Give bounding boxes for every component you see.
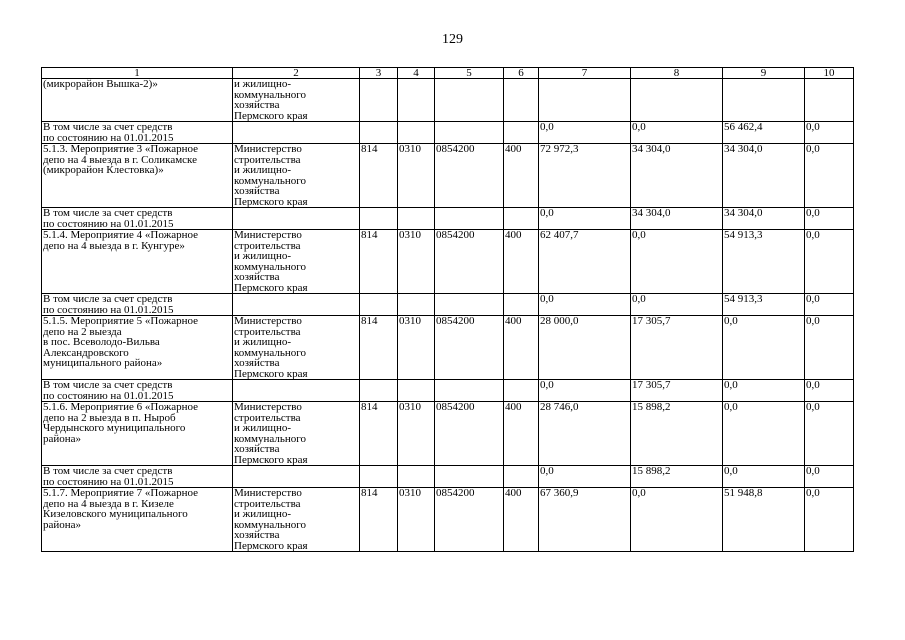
table-cell: Министерство строительства и жилищно- коммунального хозяйства Пермского края <box>233 316 360 380</box>
table-cell: 400 <box>504 230 539 294</box>
table-cell: 400 <box>504 144 539 208</box>
table-cell <box>539 79 631 122</box>
column-header: 1 <box>42 68 233 79</box>
table-cell: 0,0 <box>805 466 854 488</box>
table-cell: 0,0 <box>805 294 854 316</box>
table-cell <box>435 380 504 402</box>
table-cell: 0854200 <box>435 316 504 380</box>
table-cell <box>435 79 504 122</box>
table-cell <box>504 208 539 230</box>
table-cell <box>398 380 435 402</box>
table-cell: 814 <box>360 144 398 208</box>
table-cell: 54 913,3 <box>723 230 805 294</box>
table-cell: 0310 <box>398 230 435 294</box>
table-cell <box>504 466 539 488</box>
table-cell <box>360 466 398 488</box>
table-cell <box>233 208 360 230</box>
table-cell <box>723 79 805 122</box>
table-cell: 28 000,0 <box>539 316 631 380</box>
table-cell: 400 <box>504 488 539 552</box>
table-row <box>42 208 854 230</box>
table-cell: Министерство строительства и жилищно- коммунального хозяйства Пермского края <box>233 144 360 208</box>
column-header: 2 <box>233 68 360 79</box>
table-cell <box>504 122 539 144</box>
table-cell: 0,0 <box>805 208 854 230</box>
table-cell: 0,0 <box>805 230 854 294</box>
table-cell <box>360 122 398 144</box>
table-cell: 5.1.5. Мероприятие 5 «Пожарное депо на 2 выезда в пос. Всеволодо-Вильва Александровского муниципального района» <box>42 316 233 380</box>
column-header: 4 <box>398 68 435 79</box>
table-cell: 0,0 <box>631 122 723 144</box>
table-cell <box>398 208 435 230</box>
table-body <box>42 68 854 552</box>
table-cell: 17 305,7 <box>631 316 723 380</box>
table-cell: (микрорайон Вышка-2)» <box>42 79 233 122</box>
table-cell <box>233 294 360 316</box>
column-header: 5 <box>435 68 504 79</box>
table-cell: 814 <box>360 402 398 466</box>
table-cell <box>504 294 539 316</box>
table-cell: В том числе за счет средств по состоянию на 01.01.2015 <box>42 380 233 402</box>
table-cell <box>398 294 435 316</box>
table-cell: 0,0 <box>723 402 805 466</box>
table-row <box>42 144 854 208</box>
table-cell: 0,0 <box>723 316 805 380</box>
table-cell <box>360 79 398 122</box>
table-cell: 0310 <box>398 316 435 380</box>
table-row <box>42 79 854 122</box>
table-cell <box>360 208 398 230</box>
table-cell: 34 304,0 <box>631 144 723 208</box>
table-cell: 0854200 <box>435 402 504 466</box>
table-cell: 51 948,8 <box>723 488 805 552</box>
table-cell: 5.1.7. Мероприятие 7 «Пожарное депо на 4 выезда в г. Кизеле Кизеловского муниципального района» <box>42 488 233 552</box>
column-header: 10 <box>805 68 854 79</box>
table-cell: 400 <box>504 402 539 466</box>
table-cell: В том числе за счет средств по состоянию на 01.01.2015 <box>42 466 233 488</box>
table-cell: 0,0 <box>805 144 854 208</box>
table-cell: 0,0 <box>631 230 723 294</box>
table-row <box>42 488 854 552</box>
table-row <box>42 230 854 294</box>
table-cell <box>504 380 539 402</box>
table-cell: 0310 <box>398 488 435 552</box>
table-cell <box>398 466 435 488</box>
table-cell: 5.1.6. Мероприятие 6 «Пожарное депо на 2 выезда в п. Ныроб Чердынского муниципального района» <box>42 402 233 466</box>
table-cell: 0,0 <box>805 380 854 402</box>
table-cell: В том числе за счет средств по состоянию на 01.01.2015 <box>42 208 233 230</box>
table-cell: 34 304,0 <box>723 208 805 230</box>
table-row <box>42 122 854 144</box>
table-row <box>42 402 854 466</box>
table-cell: 0,0 <box>539 380 631 402</box>
table-cell: 0,0 <box>631 488 723 552</box>
table-cell: 54 913,3 <box>723 294 805 316</box>
table-cell: и жилищно- коммунального хозяйства Пермского края <box>233 79 360 122</box>
table-cell: 0,0 <box>805 316 854 380</box>
table-cell <box>805 79 854 122</box>
table-cell: 0,0 <box>539 466 631 488</box>
budget-table <box>41 67 854 552</box>
table-cell <box>398 79 435 122</box>
table-cell: 5.1.3. Мероприятие 3 «Пожарное депо на 4 выезда в г. Соликамске (микрорайон Клестовка)» <box>42 144 233 208</box>
table-cell <box>435 294 504 316</box>
table-cell: 15 898,2 <box>631 466 723 488</box>
column-header: 6 <box>504 68 539 79</box>
table-cell: 15 898,2 <box>631 402 723 466</box>
table-cell <box>398 122 435 144</box>
header-row <box>42 68 854 79</box>
table-cell <box>435 122 504 144</box>
table-cell: 0,0 <box>539 122 631 144</box>
table-cell: 0,0 <box>805 122 854 144</box>
table-cell: 67 360,9 <box>539 488 631 552</box>
table-cell: 0,0 <box>631 294 723 316</box>
table-cell: 0,0 <box>723 466 805 488</box>
table-cell: 0,0 <box>539 208 631 230</box>
table-cell: 34 304,0 <box>631 208 723 230</box>
table-cell: Министерство строительства и жилищно- коммунального хозяйства Пермского края <box>233 402 360 466</box>
table-cell: 0310 <box>398 144 435 208</box>
column-header: 8 <box>631 68 723 79</box>
table-cell: 62 407,7 <box>539 230 631 294</box>
table-cell <box>435 466 504 488</box>
page-number: 129 <box>442 32 463 47</box>
table-cell: Министерство строительства и жилищно- коммунального хозяйства Пермского края <box>233 488 360 552</box>
table-cell <box>631 79 723 122</box>
table-cell: 17 305,7 <box>631 380 723 402</box>
table-cell: 28 746,0 <box>539 402 631 466</box>
table-cell: 0,0 <box>539 294 631 316</box>
table-cell <box>233 380 360 402</box>
table-cell <box>360 380 398 402</box>
table-cell: 56 462,4 <box>723 122 805 144</box>
table-cell: 0854200 <box>435 230 504 294</box>
table-row <box>42 466 854 488</box>
table-row <box>42 316 854 380</box>
table-cell: 400 <box>504 316 539 380</box>
table-cell <box>233 466 360 488</box>
table-cell: В том числе за счет средств по состоянию на 01.01.2015 <box>42 122 233 144</box>
table-cell: В том числе за счет средств по состоянию на 01.01.2015 <box>42 294 233 316</box>
table-cell: 0310 <box>398 402 435 466</box>
table-cell: 34 304,0 <box>723 144 805 208</box>
table-cell: 0854200 <box>435 144 504 208</box>
table-row <box>42 380 854 402</box>
column-header: 7 <box>539 68 631 79</box>
table-cell: Министерство строительства и жилищно- коммунального хозяйства Пермского края <box>233 230 360 294</box>
table-cell <box>360 294 398 316</box>
table-cell: 0854200 <box>435 488 504 552</box>
table-cell: 814 <box>360 230 398 294</box>
table-row <box>42 294 854 316</box>
table-cell: 0,0 <box>805 488 854 552</box>
table-cell: 0,0 <box>723 380 805 402</box>
table-cell: 814 <box>360 488 398 552</box>
table-cell: 0,0 <box>805 402 854 466</box>
table-cell <box>504 79 539 122</box>
table-cell: 5.1.4. Мероприятие 4 «Пожарное депо на 4 выезда в г. Кунгуре» <box>42 230 233 294</box>
table-cell <box>435 208 504 230</box>
column-header: 9 <box>723 68 805 79</box>
table-cell: 814 <box>360 316 398 380</box>
column-header: 3 <box>360 68 398 79</box>
table-cell: 72 972,3 <box>539 144 631 208</box>
table-cell <box>233 122 360 144</box>
